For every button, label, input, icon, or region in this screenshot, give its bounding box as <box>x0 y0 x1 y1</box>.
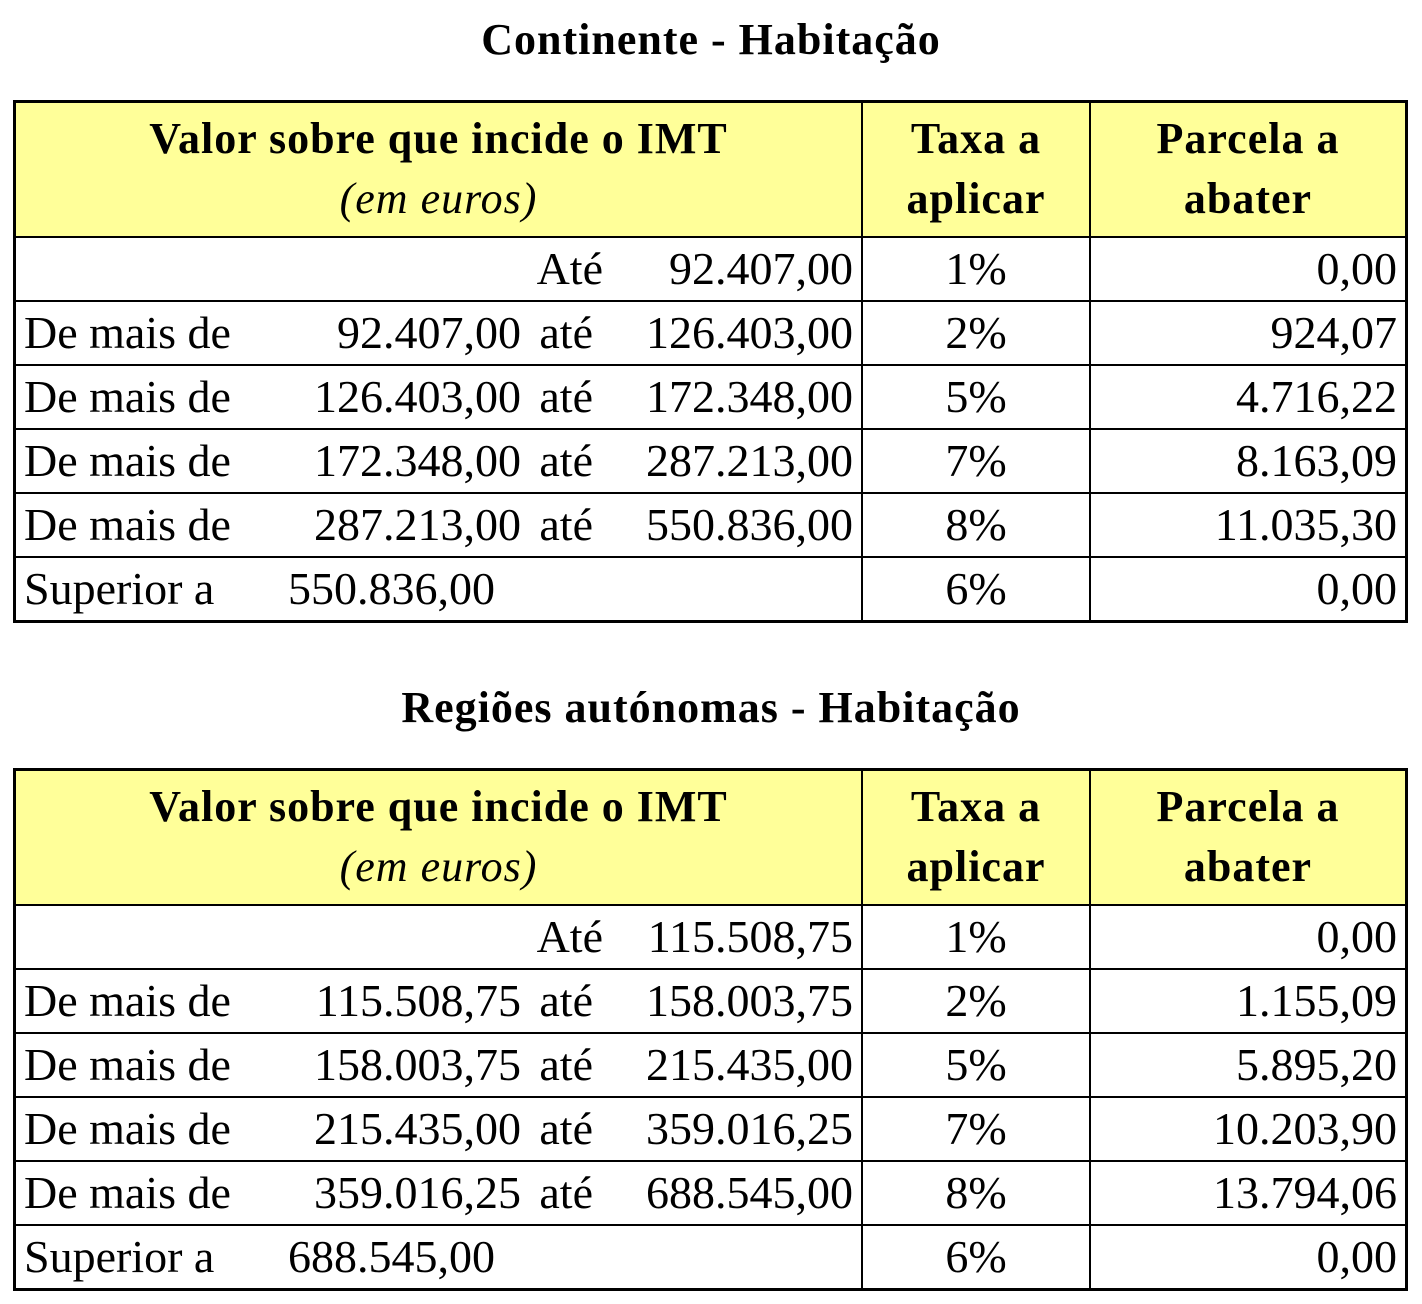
amount-to: 172.348,00 <box>646 371 853 422</box>
header-rate-line1: Taxa a <box>910 114 1042 163</box>
header-value <box>16 771 863 904</box>
rate-cell: 2% <box>863 970 1091 1032</box>
ate-label: até <box>539 1167 593 1218</box>
deduction-cell: 1.155,09 <box>1236 975 1397 1026</box>
table-row <box>16 1160 1405 1224</box>
value-cell <box>16 1034 863 1096</box>
deduction-cell: 4.716,22 <box>1236 371 1397 422</box>
header-deduction-line2: abater <box>1183 174 1313 223</box>
amount-to: 550.836,00 <box>646 499 853 550</box>
rate-cell: 8% <box>863 494 1091 556</box>
amount-to: 215.435,00 <box>646 1039 853 1090</box>
header-value-sublabel: (em euros) <box>339 842 538 891</box>
amount-from: 115.508,75 <box>315 975 521 1026</box>
header-rate-line1: Taxa a <box>910 782 1042 831</box>
amount-from: 172.348,00 <box>314 435 521 486</box>
header-value-sublabel: (em euros) <box>339 174 538 223</box>
rate-cell: 8% <box>863 1162 1091 1224</box>
deduction-cell: 0,00 <box>1316 243 1397 294</box>
amount-to: 115.508,75 <box>647 911 853 962</box>
table-row <box>16 968 1405 1032</box>
ate-label: até <box>539 1103 593 1154</box>
header-deduction <box>1091 103 1405 236</box>
header-value <box>16 103 863 236</box>
imt-table-continente <box>13 100 1408 623</box>
header-rate-line2: aplicar <box>906 842 1046 891</box>
rate-cell: 5% <box>863 366 1091 428</box>
imt-table-regioes-autonomas <box>13 768 1408 1291</box>
ate-label: até <box>539 371 593 422</box>
value-cell <box>16 970 863 1032</box>
deduction-cell: 8.163,09 <box>1236 435 1397 486</box>
ate-label: Até <box>536 911 603 962</box>
superior-label: Superior a <box>24 563 215 614</box>
value-cell <box>16 558 863 620</box>
ate-label: até <box>539 435 593 486</box>
value-cell <box>16 906 863 968</box>
value-cell <box>16 1226 863 1288</box>
table-row <box>16 556 1405 620</box>
table-header <box>16 771 1405 904</box>
deduction-cell: 13.794,06 <box>1213 1167 1397 1218</box>
ate-label: até <box>539 975 593 1026</box>
prefix-label: De mais de <box>24 307 231 358</box>
deduction-cell: 0,00 <box>1316 911 1397 962</box>
table-row <box>16 300 1405 364</box>
rate-cell: 1% <box>863 906 1091 968</box>
table-row <box>16 364 1405 428</box>
amount-to: 158.003,75 <box>646 975 853 1026</box>
value-cell <box>16 302 863 364</box>
header-deduction <box>1091 771 1405 904</box>
section-title-continente: Continente - Habitação <box>481 15 941 64</box>
rate-cell: 7% <box>863 430 1091 492</box>
prefix-label: De mais de <box>24 499 231 550</box>
header-rate <box>863 771 1091 904</box>
ate-label: até <box>539 499 593 550</box>
prefix-label: De mais de <box>24 975 231 1026</box>
prefix-label: De mais de <box>24 371 231 422</box>
deduction-cell: 10.203,90 <box>1213 1103 1397 1154</box>
value-cell <box>16 366 863 428</box>
amount-to: 92.407,00 <box>669 243 853 294</box>
amount-to: 126.403,00 <box>646 307 853 358</box>
rate-cell: 5% <box>863 1034 1091 1096</box>
table-row <box>16 236 1405 300</box>
header-deduction-line1: Parcela a <box>1156 782 1340 831</box>
rate-cell: 2% <box>863 302 1091 364</box>
superior-label: Superior a <box>24 1231 215 1282</box>
table-row <box>16 492 1405 556</box>
table-row <box>16 1032 1405 1096</box>
rate-cell: 1% <box>863 238 1091 300</box>
table-row <box>16 1096 1405 1160</box>
value-cell <box>16 494 863 556</box>
section-title-regioes-autonomas: Regiões autónomas - Habitação <box>401 683 1021 732</box>
table-header <box>16 103 1405 236</box>
value-cell <box>16 1162 863 1224</box>
amount-from: 359.016,25 <box>314 1167 521 1218</box>
deduction-cell: 924,07 <box>1270 307 1397 358</box>
amount-from: 158.003,75 <box>314 1039 521 1090</box>
header-value-label: Valor sobre que incide o IMT <box>149 782 728 831</box>
header-rate <box>863 103 1091 236</box>
prefix-label: De mais de <box>24 435 231 486</box>
ate-label: até <box>539 307 593 358</box>
header-deduction-line2: abater <box>1183 842 1313 891</box>
amount-superior: 688.545,00 <box>288 1231 495 1282</box>
amount-from: 92.407,00 <box>337 307 521 358</box>
header-rate-line2: aplicar <box>906 174 1046 223</box>
value-cell <box>16 1098 863 1160</box>
table-row <box>16 904 1405 968</box>
rate-cell: 7% <box>863 1098 1091 1160</box>
header-deduction-line1: Parcela a <box>1156 114 1340 163</box>
amount-from: 126.403,00 <box>314 371 521 422</box>
amount-from: 215.435,00 <box>314 1103 521 1154</box>
deduction-cell: 0,00 <box>1316 563 1397 614</box>
amount-to: 688.545,00 <box>646 1167 853 1218</box>
value-cell <box>16 430 863 492</box>
amount-to: 359.016,25 <box>646 1103 853 1154</box>
amount-superior: 550.836,00 <box>288 563 495 614</box>
amount-from: 287.213,00 <box>314 499 521 550</box>
prefix-label: De mais de <box>24 1103 231 1154</box>
header-value-label: Valor sobre que incide o IMT <box>149 114 728 163</box>
ate-label: Até <box>536 243 603 294</box>
rate-cell: 6% <box>863 1226 1091 1288</box>
value-cell <box>16 238 863 300</box>
table-row <box>16 1224 1405 1288</box>
rate-cell: 6% <box>863 558 1091 620</box>
table-row <box>16 428 1405 492</box>
prefix-label: De mais de <box>24 1167 231 1218</box>
amount-to: 287.213,00 <box>646 435 853 486</box>
ate-label: até <box>539 1039 593 1090</box>
prefix-label: De mais de <box>24 1039 231 1090</box>
deduction-cell: 11.035,30 <box>1214 499 1397 550</box>
deduction-cell: 5.895,20 <box>1236 1039 1397 1090</box>
deduction-cell: 0,00 <box>1316 1231 1397 1282</box>
